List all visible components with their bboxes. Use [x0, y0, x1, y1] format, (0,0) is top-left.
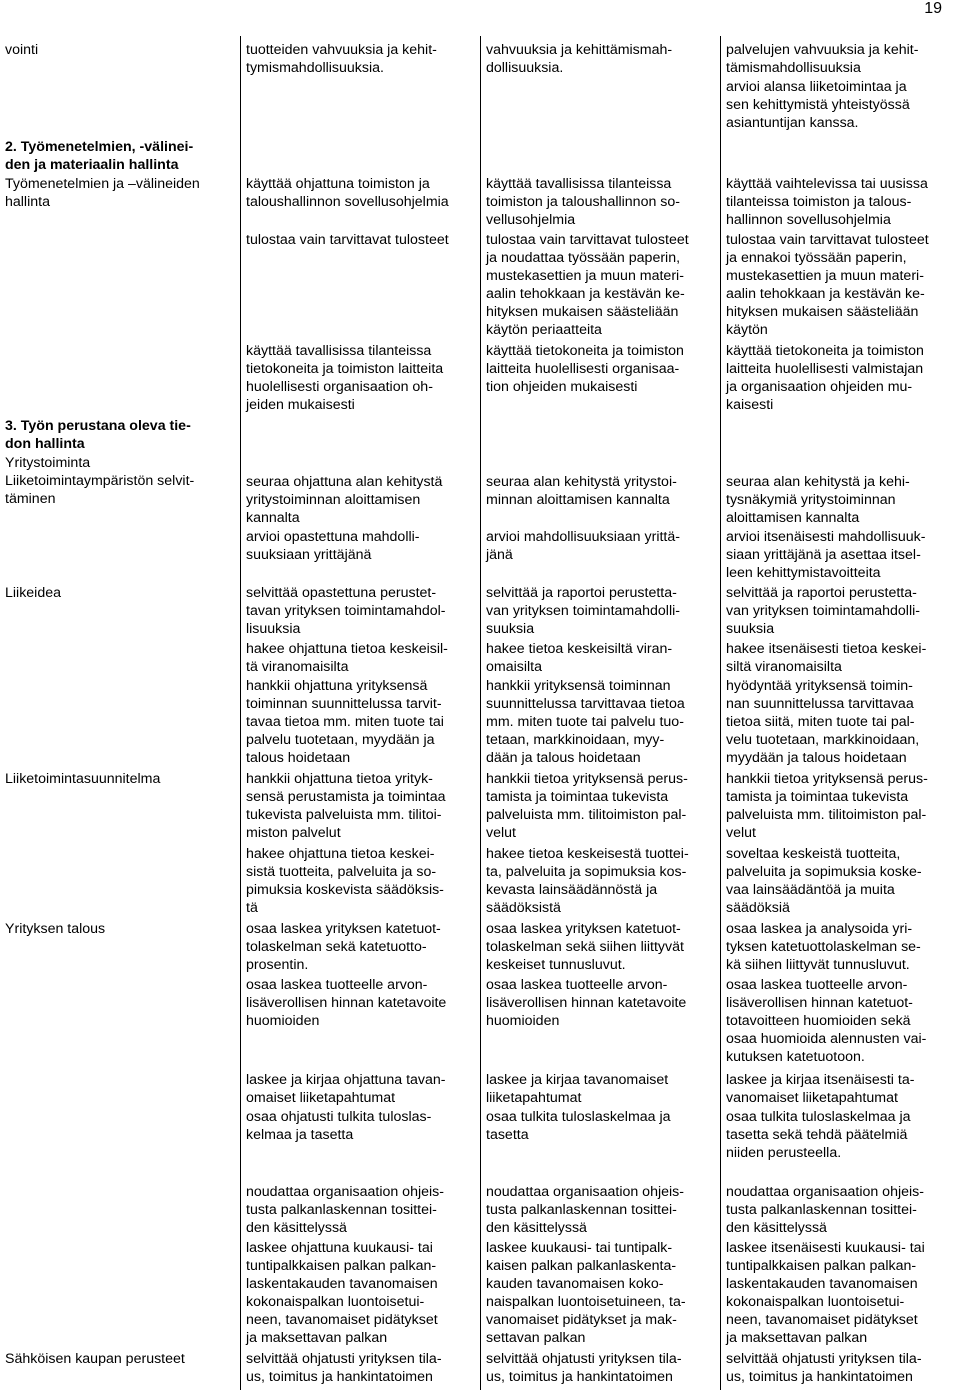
criterion-text: hakee itsenäisesti tietoa keskei- siltä viranomaisilta	[726, 641, 927, 676]
page-number: 19	[924, 0, 942, 17]
criterion-text: selvittää ohjatusti yrityksen tila- us, toimitus ja hankintatoimen	[246, 1351, 442, 1386]
criterion-text: käyttää tietokoneita ja toimiston laitteita huolellisesti organisaa- tion ohjeiden mukaisesti	[486, 343, 684, 396]
criterion-text: hakee tietoa keskeisiltä viran- omaisilta	[486, 641, 673, 676]
criterion-text: selvittää ohjatusti yrityksen tila- us, toimitus ja hankintatoimen	[726, 1351, 922, 1386]
criterion-text: arvioi itsenäisesti mahdollisuuk- siaan yrittäjänä ja asettaa itsel- leen kehittymistavoitteita	[726, 529, 926, 582]
criterion-text: osaa ohjatusti tulkita tuloslas- kelmaa ja tasetta	[246, 1109, 432, 1144]
criterion-text: soveltaa keskeistä tuotteita, palveluita ja sopimuksia koske- vaa lainsäädäntöä ja muita säädöksiä	[726, 846, 922, 917]
criterion-text: arvioi opastettuna mahdolli- suuksiaan yrittäjänä	[246, 529, 420, 564]
criterion-text: selvittää ohjatusti yrityksen tila- us, toimitus ja hankintatoimen	[486, 1351, 682, 1386]
criterion-text: osaa tulkita tuloslaskelmaa ja tasetta	[486, 1109, 671, 1144]
criterion-text: hankkii tietoa yrityksensä perus- tamista ja toimintaa tukevista palveluista mm. tilitoimiston pal- velut	[726, 771, 928, 842]
criterion-text: laskee ja kirjaa ohjattuna tavan- omaiset liiketapahtumat	[246, 1072, 446, 1107]
criterion-text: laskee ja kirjaa itsenäisesti ta- vanomaiset liiketapahtumat	[726, 1072, 915, 1107]
criterion-text: laskee ja kirjaa tavanomaiset liiketapahtumat	[486, 1072, 669, 1107]
criterion-text: seuraa alan kehitystä yritystoi- minnan aloittamisen kannalta	[486, 474, 677, 509]
criterion-text: hakee tietoa keskeisestä tuottei- ta, palveluita ja sopimuksia kos- kevasta lainsäädännöstä ja säädöksistä	[486, 846, 689, 917]
section-2-title: 2. Työmenetelmien, -välinei- den ja materiaalin hallinta	[5, 139, 194, 174]
criterion-text: tulostaa vain tarvittavat tulosteet ja ennakoi työssään paperin, mustekasettien ja muun materi- aalin tehokkaan ja kestävän ke- hityksen mukaisen säästeliään käytön	[726, 232, 929, 339]
topic-tyomenetelmat: Työmenetelmien ja –välineiden hallinta	[5, 176, 200, 211]
criterion-text: noudattaa organisaation ohjeis- tusta palkanlaskennan tosittei- den käsittelyssä	[246, 1184, 444, 1237]
section-3-title: 3. Työn perustana oleva tie- don hallinta	[5, 418, 191, 453]
criterion-text: hankkii ohjattuna tietoa yrityk- sensä perustamista ja toimintaa tukevista palveluista mm. tilitoi- miston palvelut	[246, 771, 446, 842]
criterion-text: seuraa ohjattuna alan kehitystä yritystoiminnan aloittamisen kannalta	[246, 474, 443, 527]
topic-liiketoimintaymparisto: Liiketoimintaympäristön selvit- täminen	[5, 473, 195, 508]
criterion-text: käyttää vaihtelevissa tai uusissa tilanteissa toimiston ja talous- hallinnon sovellusohjelmia	[726, 176, 928, 229]
criterion-text: noudattaa organisaation ohjeis- tusta palkanlaskennan tosittei- den käsittelyssä	[486, 1184, 684, 1237]
topic-liiketoimintasuunnitelma: Liiketoimintasuunnitelma	[5, 771, 161, 787]
criterion-text: osaa laskea tuotteelle arvon- lisäverollisen hinnan katetavoite huomioiden	[246, 977, 447, 1030]
criterion-text: laskee kuukausi- tai tuntipalk- kaisen palkan palkanlaskenta- kauden tavanomaisen koko- naispalkan luontoisetuineen, ta- vanomaiset pidätykset ja mak- settavan palkan	[486, 1240, 686, 1347]
criterion-text: tulostaa vain tarvittavat tulosteet ja noudattaa työssään paperin, mustekasettien ja muun materi- aalin tehokkaan ja kestävän ke- hityksen mukaisen säästeliään käytön periaatteita	[486, 232, 689, 339]
topic-yritystoiminta: Yritystoiminta	[5, 455, 91, 471]
criterion-text: selvittää ja raportoi perustetta- van yrityksen toimintamahdolli- suuksia	[726, 585, 920, 638]
criterion-text: osaa laskea yrityksen katetuot- tolaskelman sekä katetuotto- prosentin.	[246, 921, 441, 974]
topic-liikeidea: Liikeidea	[5, 585, 62, 601]
column-divider	[240, 36, 241, 1390]
criterion-text: osaa tulkita tuloslaskelmaa ja tasetta sekä tehdä päätelmiä niiden perusteella.	[726, 1109, 911, 1162]
criterion-text: hankkii ohjattuna yrityksensä toiminnan suunnittelussa tarvit- tavaa tietoa mm. miten tuote tai palvelu tuotetaan, myydään ja talous hoidetaan	[246, 678, 444, 767]
criterion-text: hankkii yrityksensä toiminnan suunnittelussa tarvittavaa tietoa mm. miten tuote tai palvelu tuo- tetaan, markkinoidaan, myy- dään ja talous hoidetaan	[486, 678, 685, 767]
criterion-text: käyttää tavallisissa tilanteissa tietokoneita ja toimiston laitteita huolellisesti organisaation oh- jeiden mukaisesti	[246, 343, 444, 414]
criterion-text: arvioi mahdollisuuksiaan yrittä- jänä	[486, 529, 680, 564]
criterion-text: selvittää opastettuna perustet- tavan yrityksen toimintamahdol- lisuuksia	[246, 585, 446, 638]
column-divider	[720, 36, 721, 1390]
criterion-text: laskee ohjattuna kuukausi- tai tuntipalkkaisen palkan palkan- laskentakauden tavanomaisen kokonaispalkan luontoisetui- neen, tavanomaiset pidätykset ja maksettavan palkan	[246, 1240, 438, 1347]
criterion-text: laskee itsenäisesti kuukausi- tai tuntipalkkaisen palkan palkan- laskentakauden tavanomaisen kokonaispalkan luontoisetui- neen, tavanomaiset pidätykset ja maksettavan palkan	[726, 1240, 925, 1347]
topic-sahkoinen-kauppa: Sähköisen kaupan perusteet	[5, 1351, 185, 1367]
criterion-text: osaa laskea ja analysoida yri- tyksen katetuottolaskelman se- kä siihen liittyvät tunnusluvut.	[726, 921, 921, 974]
criterion-text: arvioi alansa liiketoimintaa ja sen kehittymistä yhteistyössä asiantuntijan kanssa.	[726, 79, 910, 132]
criterion-text: tuotteiden vahvuuksia ja kehit- tymismahdollisuuksia.	[246, 42, 437, 77]
criterion-text: osaa laskea yrityksen katetuot- tolaskelman sekä siihen liittyvät keskeiset tunnusluvut.	[486, 921, 684, 974]
criterion-text: osaa laskea tuotteelle arvon- lisäverollisen hinnan katetavoite huomioiden	[486, 977, 687, 1030]
topic-yrityksen-talous: Yrityksen talous	[5, 921, 106, 937]
criterion-text: selvittää ja raportoi perustetta- van yrityksen toimintamahdolli- suuksia	[486, 585, 680, 638]
topic-vointi: vointi	[5, 42, 39, 58]
criterion-text: osaa laskea tuotteelle arvon- lisäverollisen hinnan katetuot- totavoitteen huomioiden sekä osaa huomioida alennusten vai- kutuksen katetuotoon.	[726, 977, 927, 1066]
criterion-text: hakee ohjattuna tietoa keskeisil- tä viranomaisilta	[246, 641, 448, 676]
criterion-text: palvelujen vahvuuksia ja kehit- tämismahdollisuuksia	[726, 42, 919, 77]
criterion-text: hankkii tietoa yrityksensä perus- tamista ja toimintaa tukevista palveluista mm. tilitoimiston pal- velut	[486, 771, 688, 842]
criterion-text: hyödyntää yrityksensä toimin- nan suunnittelussa tarvittavaa tietoa siitä, miten tuote tai pal- velu tuotetaan, markkinoidaan, myydään ja talous hoidetaan	[726, 678, 920, 767]
criterion-text: käyttää tietokoneita ja toimiston laitteita huolellisesti valmistajan ja organisaation ohjeiden mu- kaisesti	[726, 343, 924, 414]
criterion-text: seuraa alan kehitystä ja kehi- tysnäkymiä yritystoiminnan aloittamisen kannalta	[726, 474, 910, 527]
criterion-text: vahvuuksia ja kehittämismah- dollisuuksia.	[486, 42, 673, 77]
criterion-text: hakee ohjattuna tietoa keskei- sistä tuotteita, palveluita ja so- pimuksia koskevista säädöksis- tä	[246, 846, 444, 917]
criterion-text: käyttää ohjattuna toimiston ja taloushallinnon sovellusohjelmia	[246, 176, 449, 211]
column-divider	[480, 36, 481, 1390]
criterion-text: tulostaa vain tarvittavat tulosteet	[246, 232, 449, 248]
criterion-text: käyttää tavallisissa tilanteissa toimiston ja taloushallinnon so- vellusohjelmia	[486, 176, 681, 229]
criteria-table	[0, 36, 960, 1390]
criterion-text: noudattaa organisaation ohjeis- tusta palkanlaskennan tosittei- den käsittelyssä	[726, 1184, 924, 1237]
